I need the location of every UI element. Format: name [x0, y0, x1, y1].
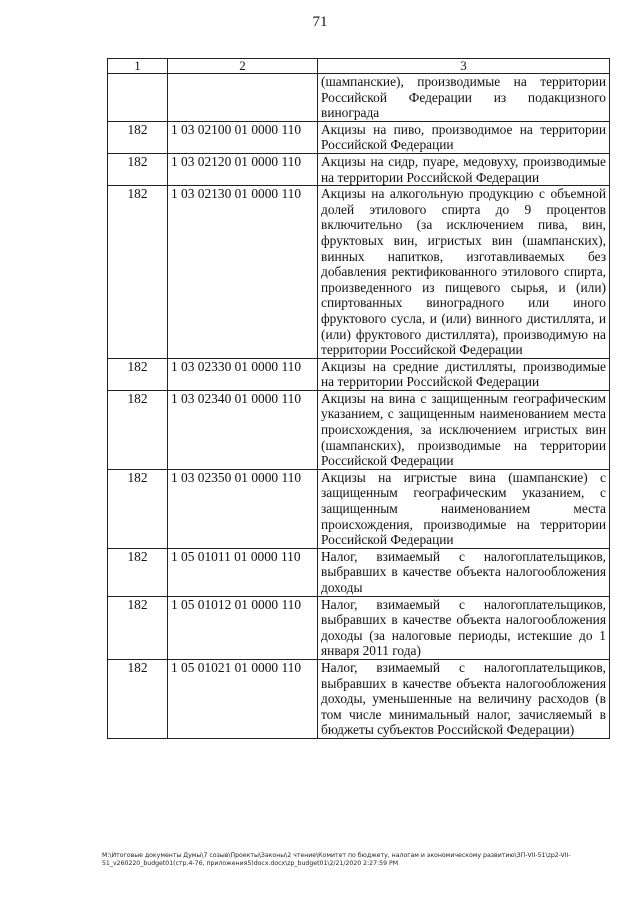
description-cell: Налог, взимаемый с налогоплательщиков, выбравших в качестве объекта налогообложения доходы (за налоговые периоды, истекшие до 1 января 2011 года) [318, 596, 610, 659]
admin-code-cell: 182 [108, 548, 168, 596]
description-cell: Акцизы на вина с защищенным географическим указанием, с защищенным наименованием места происхождения, за исключением игристых вин (шампанских), производимые на территории Российской Федерации [318, 390, 610, 469]
budget-code-cell: 1 03 02130 01 0000 110 [168, 186, 318, 359]
column-header-1: 1 [108, 59, 168, 74]
table-row [108, 74, 610, 122]
description-cell: Акцизы на средние дистилляты, производимые на территории Российской Федерации [318, 358, 610, 390]
page-number: 71 [312, 14, 328, 30]
budget-code-cell: 1 05 01011 01 0000 110 [168, 548, 318, 596]
admin-code-cell: 182 [108, 358, 168, 390]
table-row [108, 390, 610, 469]
table-header-row [108, 59, 610, 74]
admin-code-cell [108, 74, 168, 122]
budget-code-cell: 1 03 02340 01 0000 110 [168, 390, 318, 469]
column-header-3: 3 [318, 59, 610, 74]
file-path-footer: M:\Итоговые документы Думы\7 созыв\Проекты\Законы\2 чтение\Комитет по бюджету, налогам и экономическому развитию\ЗП-VII-51\zp2-VII-51_v260220_budget01(стр.4-76, приложения5)docx.docx\zp_budget01\2/21/2020 2:27:59 PM [102, 852, 571, 867]
table-row [108, 659, 610, 738]
budget-code-cell: 1 03 02120 01 0000 110 [168, 153, 318, 185]
budget-code-cell: 1 05 01021 01 0000 110 [168, 659, 318, 738]
description-cell: Акцизы на игристые вина (шампанские) с защищенным географическим указанием, с защищенным наименованием места происхождения, производимые на территории Российской Федерации [318, 469, 610, 548]
admin-code-cell: 182 [108, 121, 168, 153]
table-row [108, 469, 610, 548]
table-row [108, 596, 610, 659]
budget-code-cell [168, 74, 318, 122]
description-cell: Акцизы на алкогольную продукцию с объемной долей этилового спирта до 9 процентов включительно (за исключением пива, вин, фруктовых вин, игристых вин (шампанских), винных напитков, изготавливаемых без добавления ректификованного этилового спирта, произведенного из пищевого сырья, и (или) спиртованных виноградного или иного фруктового сусла, и (или) винного дистиллята, и (или) фруктового дистиллята), производимую на территории Российской Федерации [318, 186, 610, 359]
table-row [108, 358, 610, 390]
column-header-2: 2 [168, 59, 318, 74]
admin-code-cell: 182 [108, 596, 168, 659]
admin-code-cell: 182 [108, 186, 168, 359]
description-cell: Акцизы на сидр, пуаре, медовуху, производимые на территории Российской Федерации [318, 153, 610, 185]
budget-code-cell: 1 03 02350 01 0000 110 [168, 469, 318, 548]
table-row [108, 186, 610, 359]
admin-code-cell: 182 [108, 153, 168, 185]
admin-code-cell: 182 [108, 469, 168, 548]
table-row [108, 548, 610, 596]
description-cell: Налог, взимаемый с налогоплательщиков, выбравших в качестве объекта налогообложения доходы [318, 548, 610, 596]
table-row [108, 121, 610, 153]
admin-code-cell: 182 [108, 390, 168, 469]
admin-code-cell: 182 [108, 659, 168, 738]
budget-code-cell: 1 05 01012 01 0000 110 [168, 596, 318, 659]
description-cell: (шампанские), производимые на территории Российской Федерации из подакцизного винограда [318, 74, 610, 122]
description-cell: Акцизы на пиво, производимое на территории Российской Федерации [318, 121, 610, 153]
budget-code-cell: 1 03 02100 01 0000 110 [168, 121, 318, 153]
description-cell: Налог, взимаемый с налогоплательщиков, выбравших в качестве объекта налогообложения доходы, уменьшенные на величину расходов (в том числе минимальный налог, зачисляемый в бюджеты субъектов Российской Федерации) [318, 659, 610, 738]
revenue-classification-table [107, 58, 610, 739]
table-row [108, 153, 610, 185]
budget-code-cell: 1 03 02330 01 0000 110 [168, 358, 318, 390]
